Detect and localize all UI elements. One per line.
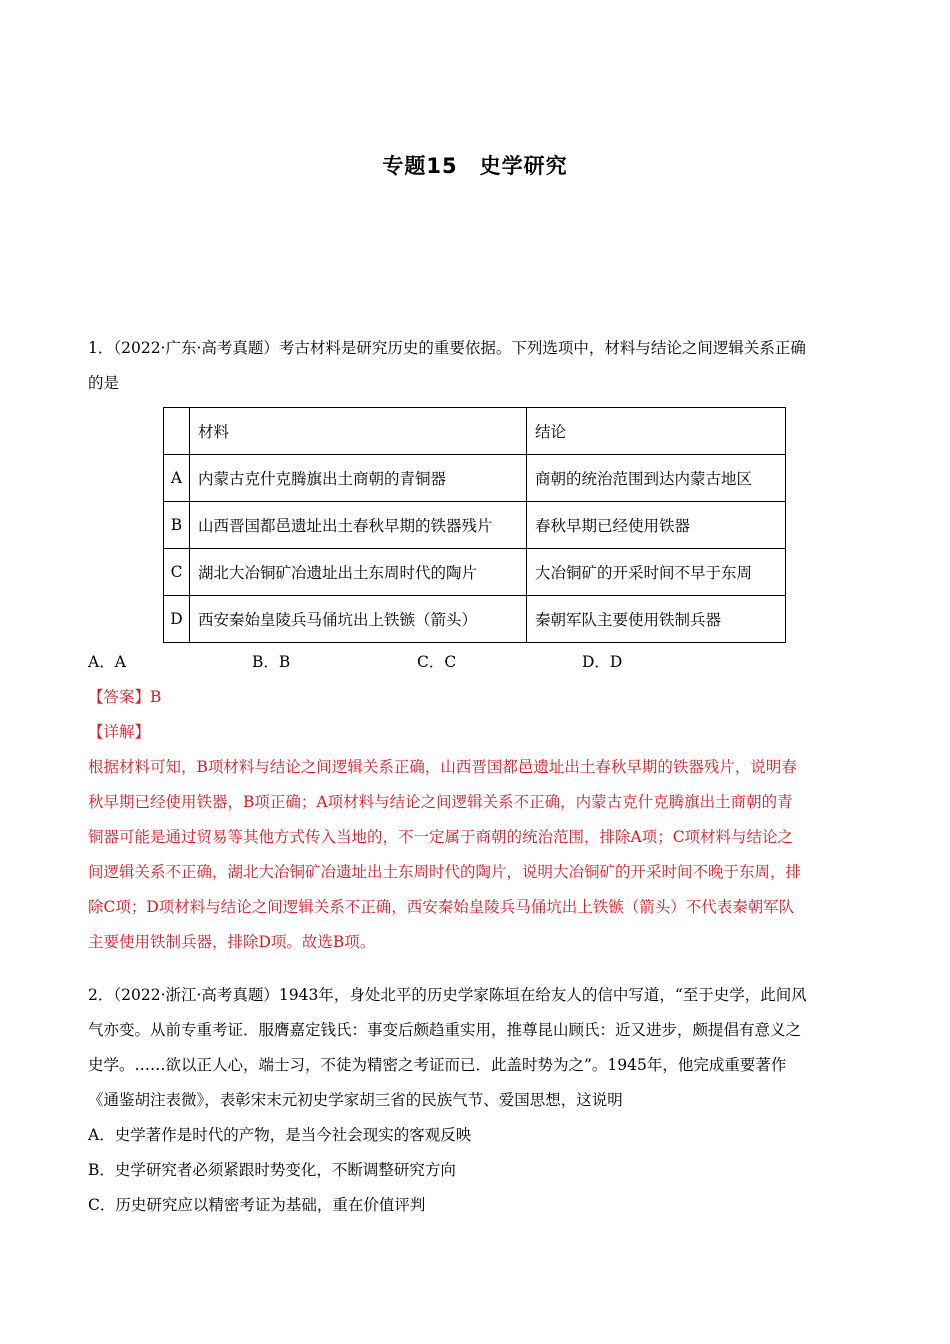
detail-label: 【详解】 bbox=[88, 723, 151, 741]
question-1-options bbox=[88, 647, 788, 677]
table-header-row bbox=[164, 408, 786, 455]
table-header-key bbox=[164, 408, 190, 455]
table-row-key: A bbox=[164, 455, 190, 502]
option-d[interactable]: D．D bbox=[582, 653, 623, 671]
table-row-conclusion: 商朝的统治范围到达内蒙古地区 bbox=[527, 455, 786, 502]
question-1-answer-block bbox=[88, 680, 866, 960]
detail-line: 主要使用铁制兵器，排除D项。故选B项。 bbox=[88, 933, 376, 951]
question-1-stem-line: 的是 bbox=[88, 374, 120, 392]
table-row-material: 湖北大冶铜矿冶遗址出土东周时代的陶片 bbox=[190, 549, 527, 596]
question-1-table bbox=[163, 407, 786, 643]
table-row-key: B bbox=[164, 502, 190, 549]
table-row-conclusion: 春秋早期已经使用铁器 bbox=[527, 502, 786, 549]
detail-line: 铜器可能是通过贸易等其他方式传入当地的，不一定属于商朝的统治范围，排除A项；C项材料与结论之 bbox=[88, 828, 794, 846]
table-row-material: 内蒙古克什克腾旗出土商朝的青铜器 bbox=[190, 455, 527, 502]
question-2-stem-line: 气亦变。从前专重考证．服膺嘉定钱氏：事变后颇趋重实用，推尊昆山顾氏：近又进步，颇提倡有意义之 bbox=[88, 1021, 802, 1039]
option-c[interactable]: C．历史研究应以精密考证为基础，重在价值评判 bbox=[88, 1196, 426, 1214]
page-title: 专题15 史学研究 bbox=[382, 154, 568, 178]
option-b[interactable]: B．B bbox=[252, 653, 291, 671]
table-header-conclusion: 结论 bbox=[527, 408, 786, 455]
table-row bbox=[164, 455, 786, 502]
detail-line: 根据材料可知，B项材料与结论之间逻辑关系正确，山西晋国都邑遗址出土春秋早期的铁器残片，说明春 bbox=[88, 758, 797, 776]
question-1-stem-line: 1．（2022·广东·高考真题）考古材料是研究历史的重要依据。下列选项中，材料与结论之间逻辑关系正确 bbox=[88, 339, 806, 357]
detail-line: 除C项；D项材料与结论之间逻辑关系不正确，西安秦始皇陵兵马俑坑出上铁镞（箭头）不代表秦朝军队 bbox=[88, 898, 795, 916]
table-row bbox=[164, 549, 786, 596]
table-row-conclusion: 大冶铜矿的开采时间不早于东周 bbox=[527, 549, 786, 596]
question-2-stem-line: 《通鉴胡注表微》，表彰宋末元初史学家胡三省的民族气节、爱国思想，这说明 bbox=[88, 1091, 623, 1109]
table-row-key: C bbox=[164, 549, 190, 596]
table-header-material: 材料 bbox=[190, 408, 527, 455]
answer-label: 【答案】B bbox=[88, 688, 162, 706]
table-row bbox=[164, 502, 786, 549]
table-row-material: 西安秦始皇陵兵马俑坑出上铁镞（箭头） bbox=[190, 596, 527, 643]
question-2 bbox=[88, 978, 866, 1223]
question-1-stem bbox=[88, 331, 866, 401]
detail-line: 秋早期已经使用铁器，B项正确；A项材料与结论之间逻辑关系不正确，内蒙古克什克腾旗出土商朝的青 bbox=[88, 793, 793, 811]
table-row bbox=[164, 596, 786, 643]
option-c[interactable]: C．C bbox=[417, 653, 457, 671]
table-row-key: D bbox=[164, 596, 190, 643]
table-row-conclusion: 秦朝军队主要使用铁制兵器 bbox=[527, 596, 786, 643]
detail-line: 间逻辑关系不正确，湖北大冶铜矿冶遗址出土东周时代的陶片，说明大冶铜矿的开采时间不晚于东周，排 bbox=[88, 863, 802, 881]
option-a[interactable]: A．A bbox=[88, 653, 126, 671]
option-b[interactable]: B．史学研究者必须紧跟时势变化，不断调整研究方向 bbox=[88, 1161, 456, 1179]
option-a[interactable]: A．史学著作是时代的产物，是当今社会现实的客观反映 bbox=[88, 1126, 472, 1144]
table-row-material: 山西晋国都邑遗址出土春秋早期的铁器残片 bbox=[190, 502, 527, 549]
question-2-stem-line: 2．（2022·浙江·高考真题）1943年，身处北平的历史学家陈垣在给友人的信中写道，“至于史学，此间风 bbox=[88, 986, 807, 1004]
question-2-stem-line: 史学。……欲以正人心，端士习，不徒为精密之考证而已．此盖时势为之”。1945年，他完成重要著作 bbox=[88, 1056, 787, 1074]
